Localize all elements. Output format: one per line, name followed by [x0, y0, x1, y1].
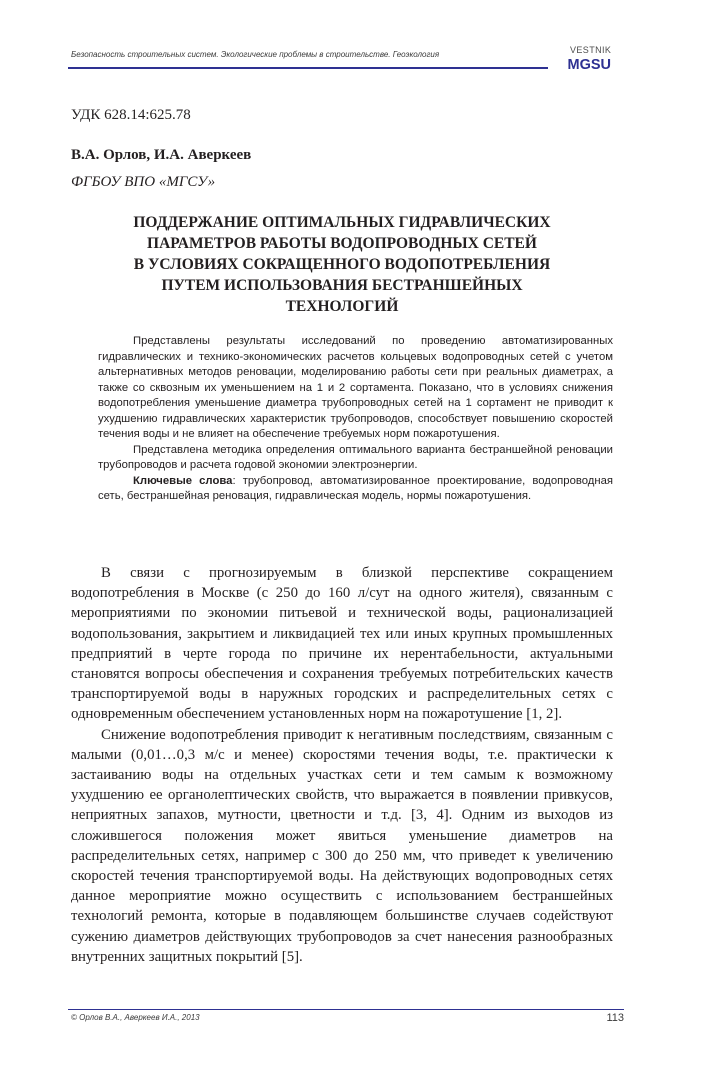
journal-logo-bottom: MGSU	[567, 57, 611, 73]
article-body	[71, 563, 613, 967]
body-paragraph: В связи с прогнозируемым в близкой перспективе сокращением водопотребления в Москве (с 250 до 160 л/сут на одного жителя), связанным с мероприятиями по экономии питьевой и технической воды, рационализацией водопользования, закрытием и ликвидацией тех или иных крупных промышленных предприятий в черте города по причине их нерентабельности, актуальными становятся вопросы обеспечения и сохранения требуемых потребительских качеств транспортируемой воды в наружных городских и распределительных сетях с одновременным обеспечением установленных норм на пожаротушение [1, 2].	[71, 565, 613, 723]
title-line: ПУТЕМ ИСПОЛЬЗОВАНИЯ БЕСТРАНШЕЙНЫХ	[161, 277, 523, 294]
affiliation: ФГБОУ ВПО «МГСУ»	[71, 174, 216, 190]
abstract	[98, 334, 613, 505]
copyright: © Орлов В.А., Аверкеев И.А., 2013	[71, 1013, 200, 1022]
abstract-paragraph: Представлена методика определения оптимального варианта бестраншейной реновации трубопроводов и расчета годовой экономии электроэнергии.	[98, 443, 613, 471]
udk-code: УДК 628.14:625.78	[71, 107, 191, 123]
authors: В.А. Орлов, И.А. Аверкеев	[71, 147, 252, 163]
keywords-text: : трубопровод, автоматизированное проектирование, водопроводная сеть, бестраншейная реновация, гидравлическая модель, нормы пожаротушения.	[98, 474, 613, 502]
body-paragraph: Снижение водопотребления приводит к негативным последствиям, связанным с малыми (0,01…0,3 м/с и менее) скоростями течения воды, т.е. практически к застаиванию воды на отдельных участках сети и тем самым к возможному ухудшению ее органолептических свойств, что выражается в появлении привкусов, неприятных запахов, мутности, цветности и т.д. [3, 4]. Одним из выходов из сложившегося положения может явиться уменьшение диаметров на распределительных сетях, например с 300 до 250 мм, что приведет к увеличению скоростей течения транспортируемой воды. На действующих водопроводных сетях данное мероприятие можно осуществить с использованием бестраншейных технологий ремонта, которые в подавляющем большинстве случаев содействуют сужению диаметров действующих трубопроводов за счет нанесения разнообразных внутренних защитных покрытий [5].	[71, 726, 613, 965]
keywords-label: Ключевые слова	[133, 474, 233, 487]
title-line: ТЕХНОЛОГИЙ	[285, 298, 399, 315]
page-number: 113	[606, 1012, 624, 1024]
title-line: ПАРАМЕТРОВ РАБОТЫ ВОДОПРОВОДНЫХ СЕТЕЙ	[147, 235, 537, 252]
footer-rule	[68, 1009, 624, 1010]
journal-logo-top: VESTNIK	[570, 45, 612, 55]
article-title	[71, 212, 613, 317]
header-rule	[68, 67, 548, 69]
abstract-paragraph: Представлены результаты исследований по проведению автоматизированных гидравлических и технико-экономических расчетов кольцевых водопроводных сетей с учетом альтернативных методов реновации, моделированию работы сети при реальных диаметрах, а также со сквозным их уменьшением на 1 и 2 сортамента. Показано, что в условиях снижения водопотребления уменьшение диаметра трубопроводных сетей на 1 сортамент не приводит к ухудшению гидравлических характеристик трубопроводов, способствует повышению скоростей течения воды и не влияет на обеспечение требуемых норм пожаротушения.	[98, 335, 613, 440]
title-line: В УСЛОВИЯХ СОКРАЩЕННОГО ВОДОПОТРЕБЛЕНИЯ	[133, 256, 551, 273]
keywords	[98, 474, 613, 505]
title-line: ПОДДЕРЖАНИЕ ОПТИМАЛЬНЫХ ГИДРАВЛИЧЕСКИХ	[133, 214, 551, 231]
journal-section-header: Безопасность строительных систем. Экологические проблемы в строительстве. Геоэкология	[71, 50, 440, 59]
